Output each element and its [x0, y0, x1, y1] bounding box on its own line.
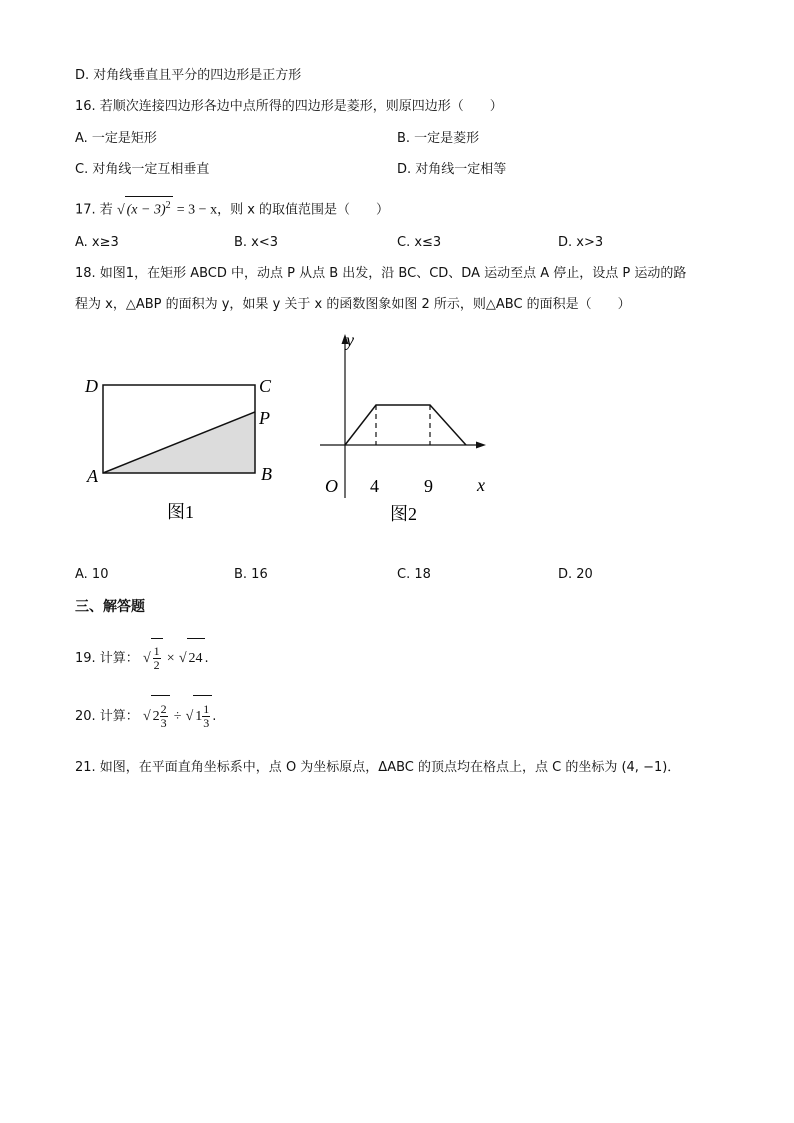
q17-rhs: = 3 − x — [176, 202, 218, 218]
function-graph — [345, 405, 466, 445]
label-a: A — [87, 466, 98, 486]
q17-option-d: D. x>3 — [558, 235, 604, 250]
q18-option-a: A. 10 — [75, 567, 109, 582]
q17-stem — [75, 196, 389, 220]
q19-denominator: 2 — [153, 658, 160, 673]
axis-label-y: y — [346, 330, 354, 350]
q19-radicand-2: 24 — [187, 638, 205, 679]
tick-label-9: 9 — [424, 476, 433, 496]
q19-prefix: 19. 计算： — [75, 651, 139, 666]
x-axis-arrow — [476, 442, 486, 449]
q17-exponent: 2 — [165, 200, 171, 211]
q16-option-c: C. 对角线一定互相垂直 — [75, 162, 210, 177]
origin-label: O — [325, 476, 338, 496]
q17-option-b: B. x<3 — [234, 235, 279, 250]
axis-label-x: x — [477, 475, 485, 495]
q19 — [75, 638, 209, 678]
q17-option-c: C. x≤3 — [397, 235, 442, 250]
q16-option-b: B. 一定是菱形 — [397, 131, 480, 146]
q20-end: . — [212, 709, 217, 724]
q16-option-a: A. 一定是矩形 — [75, 131, 157, 146]
tick-label-4: 4 — [370, 476, 379, 496]
q20-numerator-2: 1 — [203, 702, 210, 717]
label-c: C — [259, 376, 272, 396]
label-p: P — [259, 408, 270, 428]
figure-2-graph — [310, 328, 510, 530]
q18-line-1: 18. 如图1，在矩形 ABCD 中，动点 P 从点 B 出发，沿 BC、CD、DA 运动至点 A 停止，设点 P 运动的路 — [75, 266, 687, 281]
section-3-heading: 三、解答题 — [75, 599, 145, 615]
q16-stem: 16. 若顺次连接四边形各边中点所得的四边形是菱形，则原四边形（ ） — [75, 99, 503, 114]
figure-1-rectangle — [75, 368, 290, 528]
q17-radical: √ $(x - 3)^2$ — [117, 203, 173, 218]
q17-suffix: ，则 x 的取值范围是（ ） — [217, 202, 390, 218]
q20-radical-2: √ 1 $\frac{1}{3}$ — [186, 709, 213, 724]
q18-line-2: 程为 x，△ABP 的面积为 y，如果 y 关于 x 的函数图象如图 2 所示，则△ABC 的面积是（ ） — [75, 297, 631, 312]
q20 — [75, 695, 216, 737]
q18-option-d: D. 20 — [558, 567, 593, 582]
q19-radical-2: √ 24 — [179, 651, 205, 666]
q20-divide: ÷ — [173, 709, 182, 724]
q17-option-a: A. x≥3 — [75, 235, 119, 250]
q18-option-c: C. 18 — [397, 567, 431, 582]
q20-numerator-1: 2 — [160, 702, 167, 717]
q20-radical-1: √ 2 $\frac{2}{3}$ — [143, 709, 170, 724]
q20-prefix: 20. 计算： — [75, 709, 139, 724]
q19-numerator: 1 — [153, 644, 160, 659]
q15-option-d: D. 对角线垂直且平分的四边形是正方形 — [75, 68, 302, 83]
q19-times: × — [166, 651, 175, 666]
figure-1-caption: 图1 — [167, 502, 194, 522]
q19-radical-1: √ $\frac{1}{2}$ — [143, 651, 163, 666]
label-b: B — [261, 464, 272, 484]
label-d: D — [85, 376, 98, 396]
q18-option-b: B. 16 — [234, 567, 268, 582]
q20-whole-1: 2 — [152, 709, 160, 724]
q21-stem: 21. 如图，在平面直角坐标系中，点 O 为坐标原点，ΔABC 的顶点均在格点上，点 C 的坐标为 (4, −1)． — [75, 760, 681, 775]
q17-prefix: 17. 若 — [75, 202, 113, 218]
q20-denominator-2: 3 — [203, 716, 210, 731]
figure-2-caption: 图2 — [390, 504, 417, 524]
q20-denominator-1: 3 — [160, 716, 167, 731]
q17-radicand: (x − 3) — [126, 202, 166, 218]
q20-whole-2: 1 — [195, 709, 203, 724]
q16-option-d: D. 对角线一定相等 — [397, 162, 507, 177]
q19-end: . — [204, 651, 209, 666]
